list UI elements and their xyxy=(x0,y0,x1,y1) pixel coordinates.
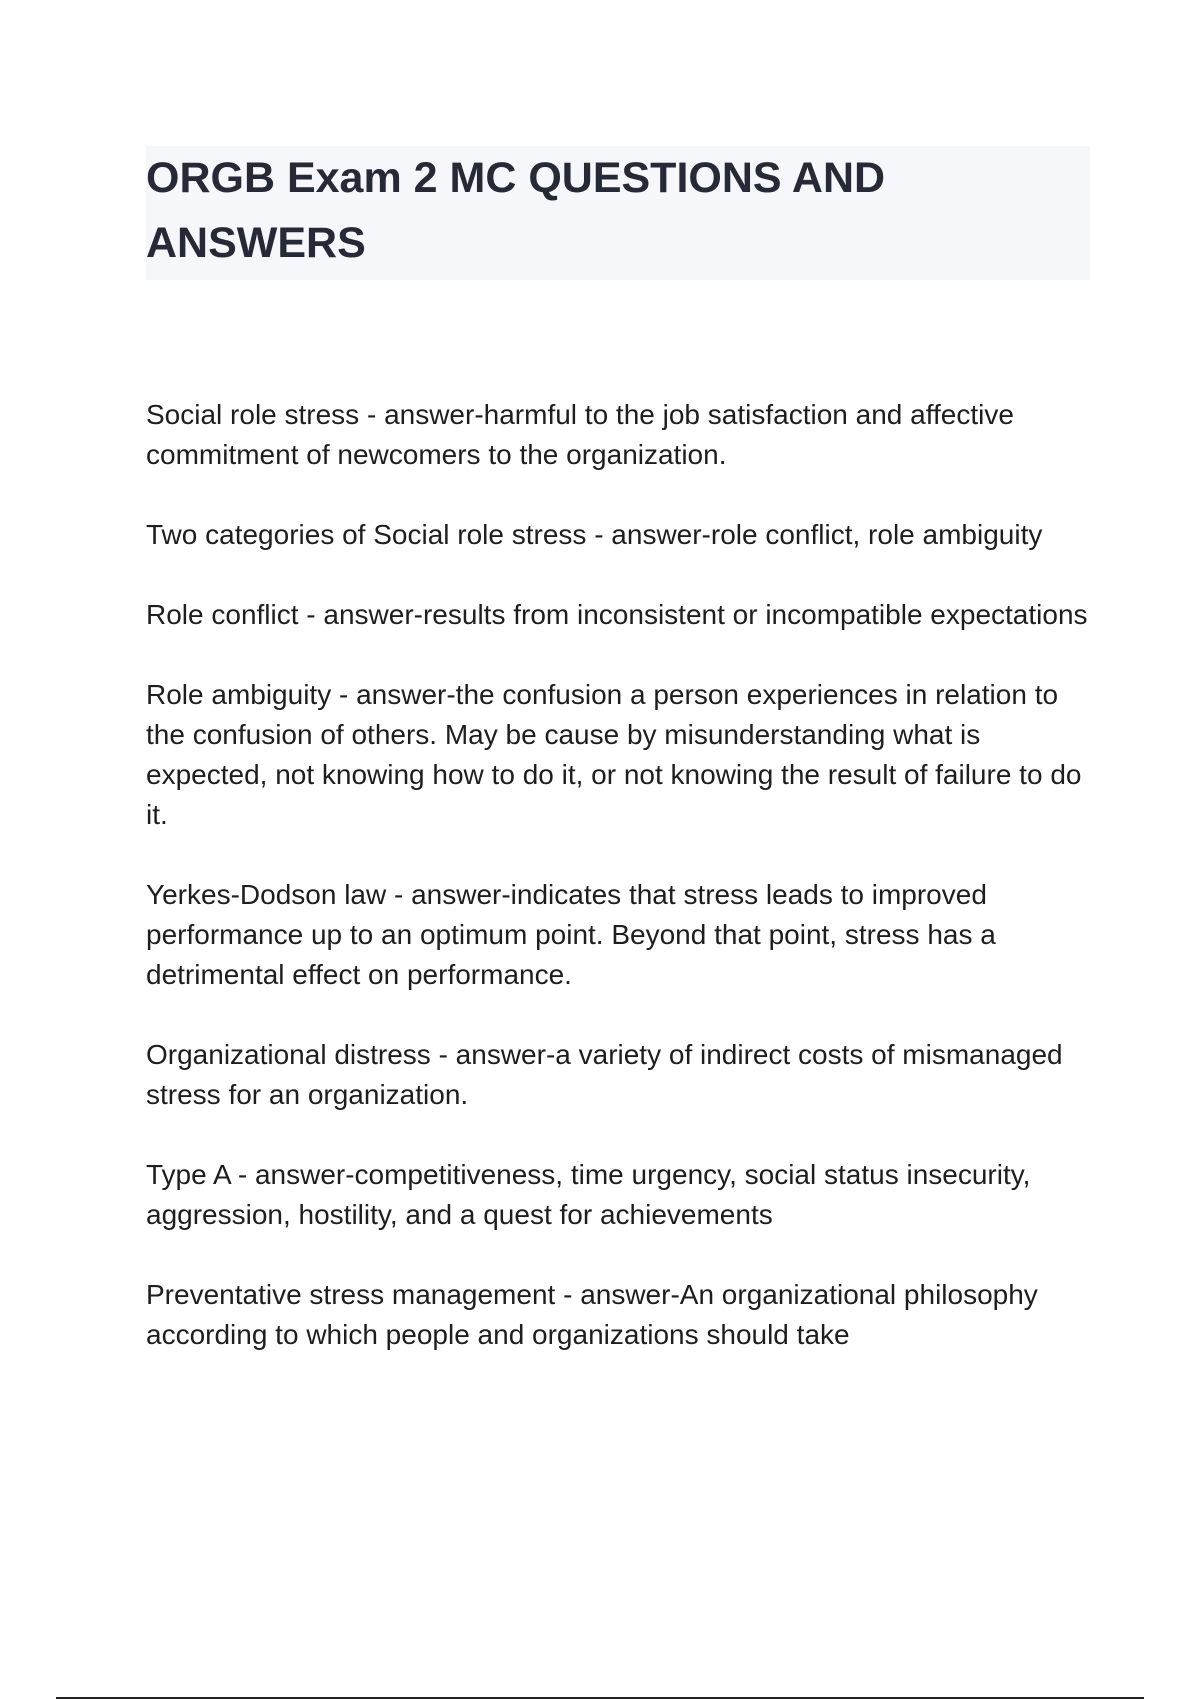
qa-entry: Type A - answer-competitiveness, time urgency, social status insecurity, aggression, hostility, and a quest for achievements xyxy=(146,1159,1031,1230)
qa-entry: Yerkes-Dodson law - answer-indicates that stress leads to improved performance up to an optimum point. Beyond that point, stress has a detrimental effect on performance. xyxy=(146,879,996,990)
page-bottom-divider xyxy=(56,1697,1144,1699)
qa-entry: Role ambiguity - answer-the confusion a person experiences in relation to the confusion of others. May be cause by misunderstanding what is expected, not knowing how to do it, or not knowing the result of failure to do it. xyxy=(146,679,1082,830)
qa-entry: Preventative stress management - answer-An organizational philosophy according to which people and organizations should take xyxy=(146,1279,1038,1350)
qa-entry: Two categories of Social role stress - answer-role conflict, role ambiguity xyxy=(146,519,1043,550)
qa-entry: Organizational distress - answer-a variety of indirect costs of mismanaged stress for an organization. xyxy=(146,1039,1063,1110)
page-title: ORGB Exam 2 MC QUESTIONS AND ANSWERS xyxy=(146,154,886,267)
qa-entry: Social role stress - answer-harmful to the job satisfaction and affective commitment of newcomers to the organization. xyxy=(146,399,1014,470)
qa-list xyxy=(146,395,1096,1395)
qa-entry: Role conflict - answer-results from inconsistent or incompatible expectations xyxy=(146,599,1088,630)
title-block xyxy=(146,146,1090,280)
